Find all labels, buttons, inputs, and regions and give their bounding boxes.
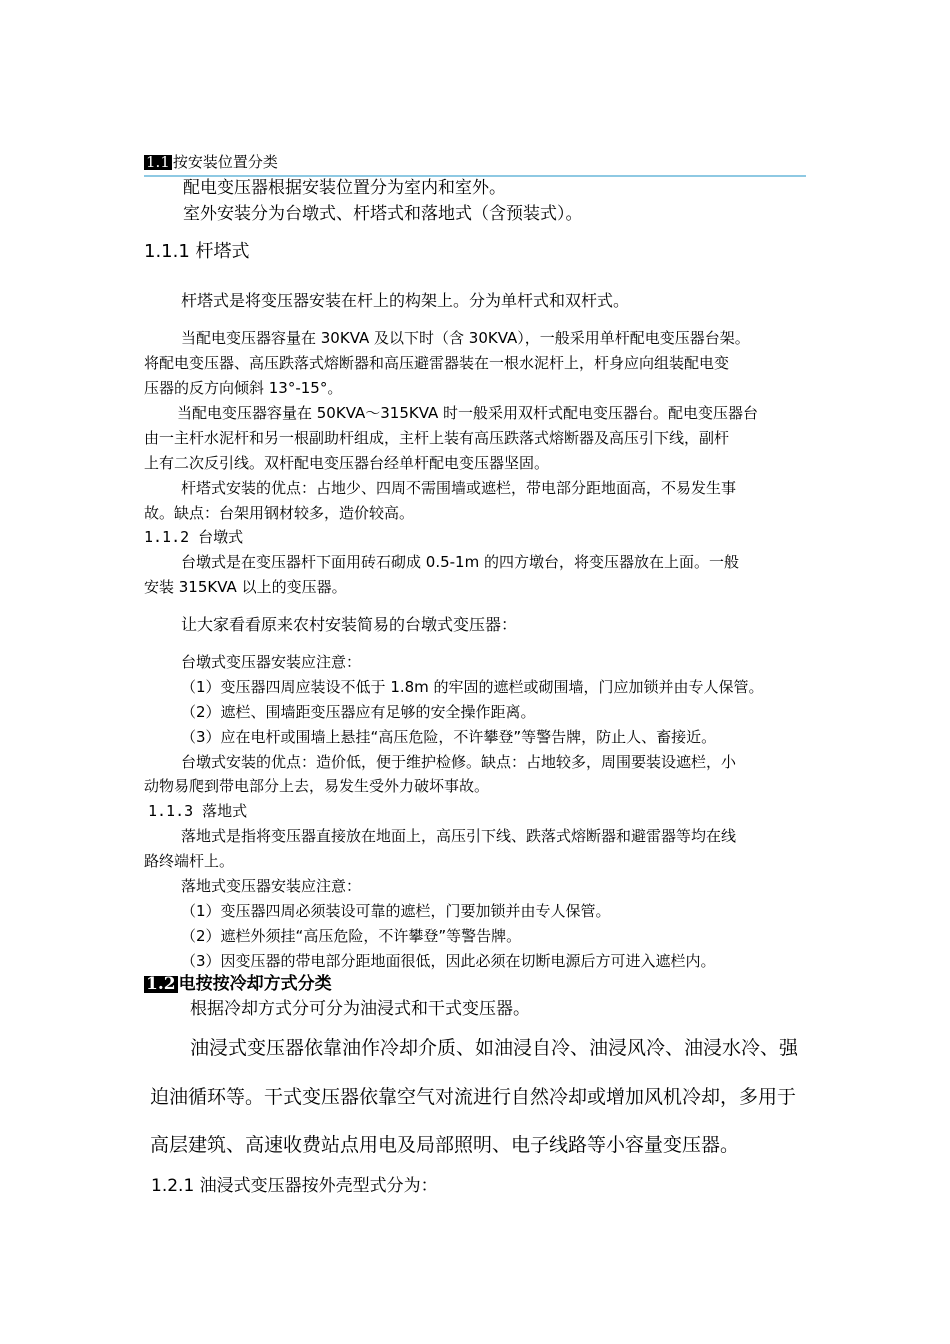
list-item: （1）变压器四周必须装设可靠的遮栏，门要加锁并由专人保管。 bbox=[181, 902, 611, 920]
paragraph: 让大家看看原来农村安装简易的台墩式变压器： bbox=[181, 615, 518, 634]
paragraph-line: 当配电变压器容量在 50KVA～315KVA 时一般采用双杆式配电变压器台。配电变压器台 bbox=[177, 404, 759, 422]
section-number: 1.2 bbox=[146, 974, 176, 994]
subsection-heading-1-1-2: 1.1.2 台墩式 bbox=[144, 528, 244, 546]
paragraph-line: 故。缺点：台架用钢材较多，造价较高。 bbox=[144, 504, 415, 522]
paragraph-line: 当配电变压器容量在 30KVA 及以下时（含 30KVA），一般采用单杆配电变压器台架。 bbox=[181, 329, 750, 347]
paragraph-line: 杆塔式安装的优点：占地少、四周不需围墙或遮栏，带电部分距地面高，不易发生事 bbox=[181, 479, 737, 497]
subsection-heading-1-2-1: 1.2.1 油浸式变压器按外壳型式分为： bbox=[151, 1176, 438, 1196]
section-title: 电按按冷却方式分类 bbox=[178, 974, 332, 994]
paragraph-line: 动物易爬到带电部分上去，易发生受外力破坏事故。 bbox=[144, 777, 490, 795]
paragraph-line: 台墩式安装的优点：造价低，便于维护检修。缺点：占地较多，周围要装设遮栏，小 bbox=[181, 753, 737, 771]
paragraph-line: 高层建筑、高速收费站点用电及局部照明、电子线路等小容量变压器。 bbox=[150, 1134, 740, 1156]
heading-rule bbox=[144, 175, 806, 177]
intro-paragraph-1: 配电变压器根据安装位置分为室内和室外。 bbox=[183, 178, 506, 198]
intro-paragraph-2: 室外安装分为台墩式、杆塔式和落地式（含预装式）。 bbox=[183, 204, 583, 224]
paragraph-line: 台墩式是在变压器杆下面用砖石砌成 0.5-1m 的四方墩台，将变压器放在上面。一般 bbox=[181, 553, 739, 571]
list-item: （2）遮栏、围墙距变压器应有足够的安全操作距离。 bbox=[181, 703, 536, 721]
list-item: （3）应在电杆或围墙上悬挂“高压危险，不许攀登”等警告牌，防止人、畜接近。 bbox=[181, 728, 717, 746]
paragraph-line: 上有二次反引线。双杆配电变压器台经单杆配电变压器坚固。 bbox=[144, 454, 550, 472]
subsection-heading-1-1-3: 1.1.3 落地式 bbox=[148, 802, 248, 820]
paragraph: 根据冷却方式分可分为油浸式和干式变压器。 bbox=[190, 999, 530, 1019]
list-item: （2）遮栏外须挂“高压危险，不许攀登”等警告牌。 bbox=[181, 927, 522, 945]
paragraph-line: 迫油循环等。干式变压器依靠空气对流进行自然冷却或增加风机冷却，多用于 bbox=[150, 1086, 797, 1108]
paragraph: 杆塔式是将变压器安装在杆上的构架上。分为单杆式和双杆式。 bbox=[181, 291, 630, 310]
section-number: 1.1 bbox=[146, 153, 170, 171]
subsection-heading-1-1-1: 1.1.1 杆塔式 bbox=[144, 241, 250, 262]
paragraph-line: 由一主杆水泥杆和另一根副助杆组成，主杆上装有高压跌落式熔断器及高压引下线，副杆 bbox=[144, 429, 730, 447]
section-heading-1-2 bbox=[144, 976, 332, 993]
paragraph-line: 路终端杆上。 bbox=[144, 852, 235, 870]
paragraph-line: 落地式是指将变压器直接放在地面上，高压引下线、跌落式熔断器和避雷器等均在线 bbox=[181, 827, 737, 845]
list-item: （1）变压器四周应装设不低于 1.8m 的牢固的遮栏或砌围墙，门应加锁并由专人保管。 bbox=[181, 678, 764, 696]
paragraph-line: 压器的反方向倾斜 13°-15°。 bbox=[144, 379, 343, 397]
section-title: 按安装位置分类 bbox=[172, 153, 278, 171]
paragraph: 落地式变压器安装应注意： bbox=[181, 877, 362, 895]
list-item: （3）因变压器的带电部分距地面很低，因此必须在切断电源后方可进入遮栏内。 bbox=[181, 952, 716, 970]
paragraph: 台墩式变压器安装应注意： bbox=[181, 653, 362, 671]
paragraph-line: 油浸式变压器依靠油作冷却介质、如油浸自冷、油浸风冷、油浸水冷、强 bbox=[190, 1037, 799, 1059]
section-heading-1-1 bbox=[144, 155, 806, 177]
paragraph-line: 安装 315KVA 以上的变压器。 bbox=[144, 578, 347, 596]
paragraph-line: 将配电变压器、高压跌落式熔断器和高压避雷器装在一根水泥杆上，杆身应向组装配电变 bbox=[144, 354, 730, 372]
